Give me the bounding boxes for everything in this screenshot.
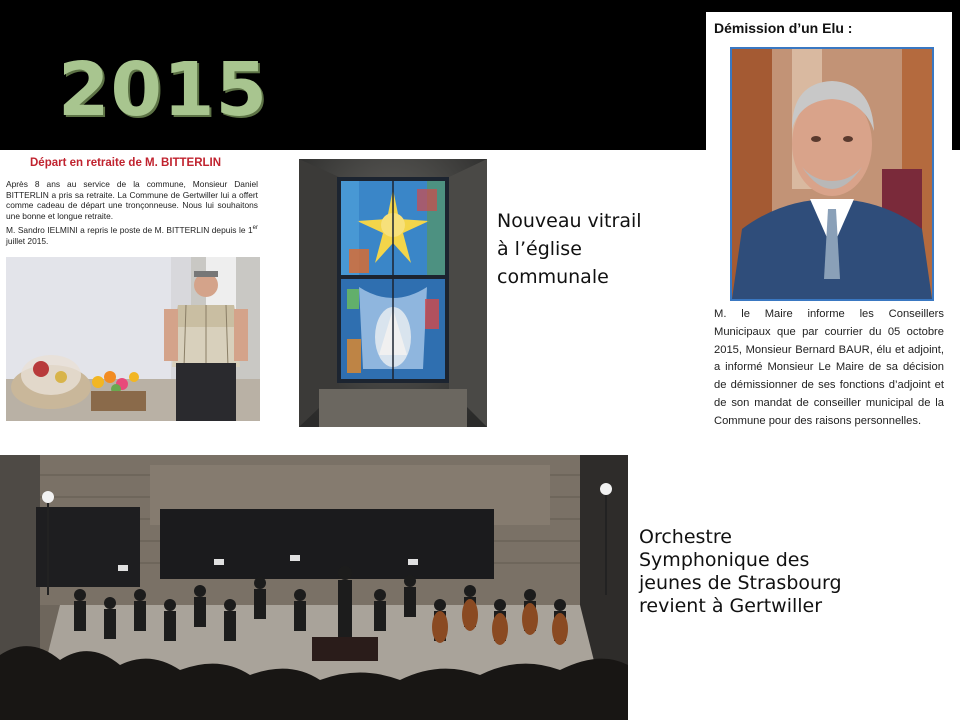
bitterlin-paragraph-2 [6,223,258,246]
bitterlin-paragraph-2-sup: er [252,225,258,232]
resignation-article-clipping [706,12,952,470]
bitterlin-paragraph-2-lead: M. Sandro IELMINI a repris le poste de M. BITTERLIN depuis le 1 [6,225,253,236]
bitterlin-paragraph-1: Après 8 ans au service de la commune, Monsieur Daniel BITTERLIN a pris sa retraite. La Commune de Gertwiller lui a offert comme cadeau de départ une tronçonneuse. Nous lui souhaitons une bonne et longue retraite. [6,179,258,221]
resignation-article-text: M. le Maire informe les Conseillers Municipaux que par courrier du 05 octobre 2015, Monsieur Bernard BAUR, élu et adjoint, a informé Monsieur Le Maire de sa décision de démissionner de ses fonctions d’adjoint et de son mandat de conseiller municipal de la Commune pour des raisons personnelles. [714,308,944,427]
bitterlin-article-title: Départ en retraite de M. BITTERLIN [30,157,222,169]
slide-year-title: 2015 [58,47,268,133]
bitterlin-article-text [6,179,258,248]
bitterlin-paragraph-2-tail: juillet 2015. [6,235,49,246]
bitterlin-article-clipping [0,150,264,424]
stained-glass-window-photo [299,159,487,427]
councillor-portrait-photo [730,47,934,301]
bitterlin-retirement-photo [6,257,260,421]
stained-glass-caption: Nouveau vitrail à l’église communale [497,210,642,288]
orchestra-concert-photo [0,455,628,720]
resignation-article-title: Démission d’un Elu : [714,20,853,36]
orchestra-caption: Orchestre Symphonique des jeunes de Strasbourg revient à Gertwiller [639,526,842,617]
